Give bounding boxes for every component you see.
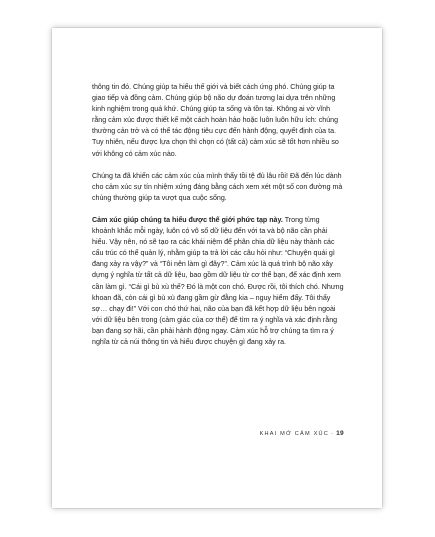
paragraph-1: thông tin đó. Chúng giúp ta hiểu thế giới và biết cách ứng phó. Chúng giúp ta giao tiếp và đồng cảm. Chúng giúp bộ não dự đoán tương lai dựa trên những kinh nghiệm trong quá khứ. Chúng giúp ta sống và tồn tại. Không ai vờ vĩnh rằng cảm xúc được thiết kế một cách hoàn hảo hoặc luôn luôn hữu ích: chúng thường cản trở và có thể tác động tiêu cực đến hành động, quyết định của ta. Tuy nhiên, nếu được lựa chọn thì chọn có (tất cả) cảm xúc sẽ tốt hơn nhiều so với không có cảm xúc nào. xyxy=(92,83,339,158)
paragraph-3 xyxy=(92,215,344,348)
paragraph-gap xyxy=(92,160,344,171)
book-page xyxy=(52,28,382,508)
paragraph-gap xyxy=(92,204,344,215)
paragraph-2: Chúng ta đã khiến các cảm xúc của mình thấy tồi tệ đủ lâu rồi! Đã đến lúc dành cho cảm xúc sự tín nhiệm xứng đáng bằng cách xem xét một số con đường mà chúng thường giúp ta vượt qua cuộc sống. xyxy=(92,171,343,202)
footer-separator: · xyxy=(330,431,335,437)
paragraph-3-text: Trong từng khoảnh khắc mỗi ngày, luôn có vô số dữ liệu đến với ta và bộ não cần phải hiểu. Vậy nên, nó sẽ tạo ra các khái niệm để phân chia dữ liệu này thành các cấu trúc có thể quản lý, nhằm giúp ta trả lời các câu hỏi như: “Chuyện quái gì đang xảy ra vậy?” và “Tôi nên làm gì đây?”. Cảm xúc là quá trình bộ não xây dựng ý nghĩa từ tất cả dữ liệu, bao gồm dữ liệu từ cơ thể bạn, để xác định xem cần làm gì. “Cái gì bù xù thế? Đó là một con chó. Được rồi, tôi thích chó. Nhưng khoan đã, còn cái gì bù xù đang gầm gừ đằng kia – nguy hiểm đấy. Tôi thấy sợ… chạy đi!” Với con chó thứ hai, não của bạn đã kết hợp dữ liệu bên ngoài với dữ liệu bên trong (cảm giác của cơ thể) để tìm ra ý nghĩa và xác định rằng bạn đang sợ hãi, cần phải hành động ngay. Cảm xúc hỗ trợ chúng ta tìm ra ý nghĩa từ cả núi thông tin và hiểu được chuyện gì đang xảy ra. xyxy=(92,215,344,346)
paragraph-3-lead: Cảm xúc giúp chúng ta hiểu được thế giới phức tạp này. xyxy=(92,215,283,224)
running-title: KHAI MỞ CẢM XÚC xyxy=(259,431,329,437)
page-number: 19 xyxy=(336,430,344,437)
page-body xyxy=(92,82,344,348)
page-footer xyxy=(92,430,344,437)
